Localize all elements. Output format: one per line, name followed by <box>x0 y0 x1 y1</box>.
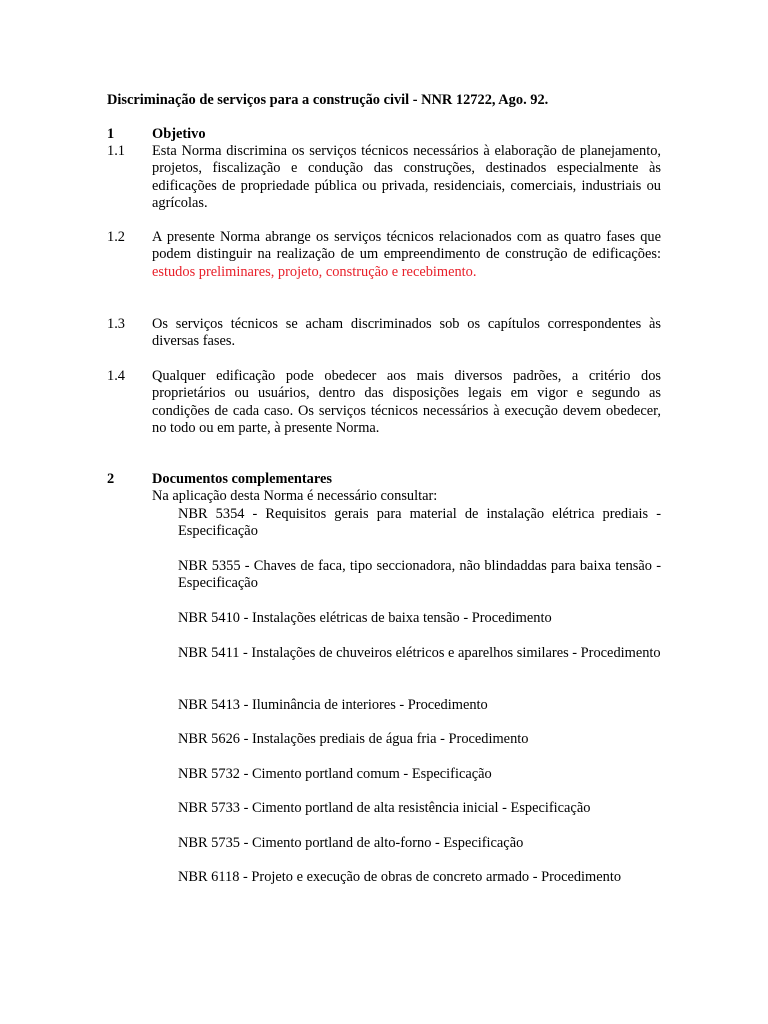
item-1-1-number: 1.1 <box>107 143 125 159</box>
item-1-3-text: Os serviços técnicos se acham discriminados sob os capítulos correspondentes às diversas fases. <box>152 316 661 350</box>
section-2-intro: Na aplicação desta Norma é necessário consultar: <box>152 488 438 504</box>
reference-item: NBR 5354 - Requisitos gerais para material de instalação elétrica prediais - Especificação <box>178 506 661 540</box>
item-1-4-number: 1.4 <box>107 368 125 384</box>
item-1-3-number: 1.3 <box>107 316 125 332</box>
item-1-4-text: Qualquer edificação pode obedecer aos mais diversos padrões, a critério dos proprietários ou usuários, dentro das disposições legais em vigor e segundo as condições de cada caso. Os serviços técnicos necessários à execução devem obedecer, no todo ou em parte, à presente Norma. <box>152 368 661 436</box>
item-1-2-highlight: estudos preliminares, projeto, construção e recebimento. <box>152 263 477 280</box>
reference-item: NBR 5413 - Iluminância de interiores - Procedimento <box>178 697 488 713</box>
reference-item: NBR 5355 - Chaves de faca, tipo seccionadora, não blindaddas para baixa tensão - Especificação <box>178 558 661 592</box>
reference-item: NBR 5411 - Instalações de chuveiros elétricos e aparelhos similares - Procedimento <box>178 645 661 661</box>
reference-item: NBR 5732 - Cimento portland comum - Especificação <box>178 766 492 782</box>
reference-item: NBR 6118 - Projeto e execução de obras de concreto armado - Procedimento <box>178 869 622 885</box>
section-2-number: 2 <box>107 471 115 487</box>
section-1-heading: Objetivo <box>152 126 206 142</box>
document-title: Discriminação de serviços para a construção civil - NNR 12722, Ago. 92. <box>107 92 549 108</box>
section-2-heading: Documentos complementares <box>152 471 332 487</box>
reference-item: NBR 5735 - Cimento portland de alto-forno - Especificação <box>178 835 524 851</box>
reference-item: NBR 5733 - Cimento portland de alta resistência inicial - Especificação <box>178 800 591 816</box>
section-1-number: 1 <box>107 126 115 142</box>
reference-item: NBR 5410 - Instalações elétricas de baixa tensão - Procedimento <box>178 610 552 626</box>
item-1-2-number: 1.2 <box>107 229 125 245</box>
item-1-2-text: A presente Norma abrange os serviços técnicos relacionados com as quatro fases que podem distinguir na realização de um empreendimento de construção de edificações: <box>152 229 661 263</box>
item-1-1-text: Esta Norma discrimina os serviços técnicos necessários à elaboração de planejamento, projetos, fiscalização e condução das construções, destinados especialmente às edificações de propriedade pública ou privada, residenciais, comerciais, industriais ou agrícolas. <box>152 143 661 211</box>
reference-item: NBR 5626 - Instalações prediais de água fria - Procedimento <box>178 731 529 747</box>
item-1-2-paragraph <box>152 229 661 281</box>
